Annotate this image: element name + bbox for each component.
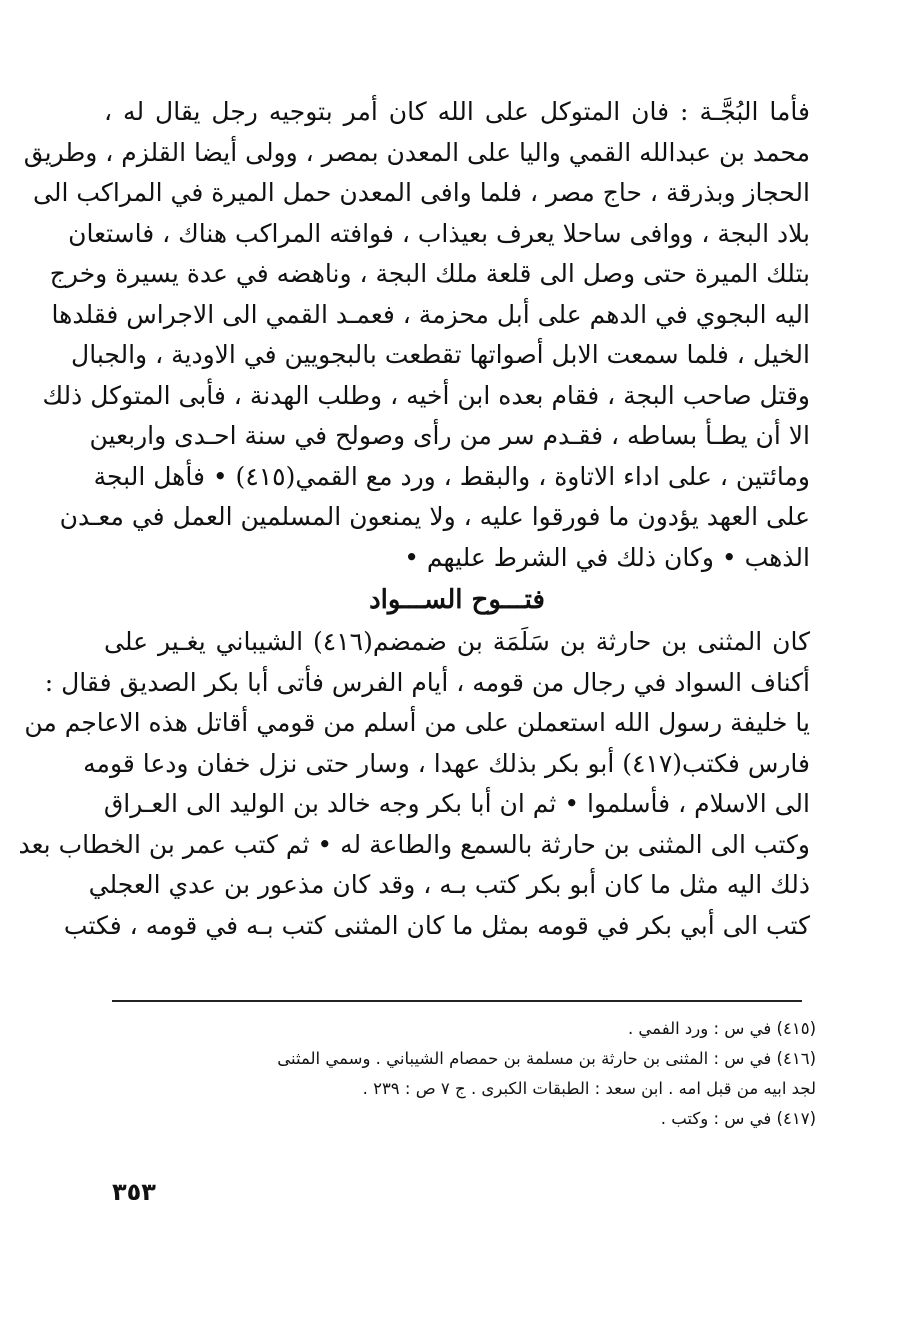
- text-line: وكتب الى المثنى بن حارثة بالسمع والطاعة له • ثم كتب عمر بن الخطاب بعد: [18, 829, 810, 859]
- footnote-417: (٤١٧) في س : وكتب .: [660, 1109, 816, 1128]
- text-line: أكناف السواد في رجال من قومه ، أيام الفرس فأتى أبا بكر الصديق فقال :: [44, 667, 810, 697]
- text-line: ومائتين ، على اداء الاتاوة ، والبقط ، ورد مع القمي(٤١٥) • فأهل البجة: [93, 461, 810, 491]
- text-line: الى الاسلام ، فأسلموا • ثم ان أبا بكر وجه خالد بن الوليد الى العـراق: [103, 789, 810, 818]
- text-line: على العهد يؤدون ما فورقوا عليه ، ولا يمنعون المسلمين العمل في معـدن: [59, 502, 810, 531]
- text-line: بتلك الميرة حتى وصل الى قلعة ملك البجة ، وناهضه في عدة يسيرة وخرج: [49, 259, 810, 288]
- text-line: كتب الى أبي بكر في قومه بمثل ما كان المثنى كتب بـه في قومه ، فكتب: [63, 910, 810, 940]
- text-line: الا أن يطـأ بساطه ، فقـدم سر من رأى وصولح في سنة احـدى واربعين: [89, 421, 810, 450]
- footnote-416: (٤١٦) في س : المثنى بن حارثة بن مسلمة بن حمصام الشيباني . وسمي المثنى: [277, 1049, 816, 1068]
- footnote-416-continued: لجد ابيه من قبل امه . ابن سعد : الطبقات الكبرى . ج ٧ ص : ٢٣٩ .: [362, 1079, 816, 1098]
- text-line: محمد بن عبدالله القمي واليا على المعدن بمصر ، وولى أيضا القلزم ، وطريق: [23, 137, 810, 167]
- text-line: اليه البجوي في الدهم على أبل محزمة ، فعمـد القمي الى الاجراس فقلدها: [51, 299, 810, 329]
- text-line: كان المثنى بن حارثة بن سَلَمَة بن ضمضم(٤١٦) الشيباني يغـير على: [104, 627, 810, 656]
- text-line: فأما البُجَّـة : فان المتوكل على الله كان أمر بتوجيه رجل يقال له ،: [104, 97, 810, 126]
- main-text: [18, 92, 810, 946]
- text-line: يا خليفة رسول الله استعملن على من أسلم من قومي أقاتل هذه الاعاجم من: [24, 708, 810, 737]
- footnote-divider: [112, 1000, 802, 1002]
- text-line: ذلك اليه مثل ما كان أبو بكر كتب بـه ، وقد كان مذعور بن عدي العجلي: [88, 870, 810, 899]
- text-line: وقتل صاحب البجة ، فقام بعده ابن أخيه ، وطلب الهدنة ، فأبى المتوكل ذلك: [42, 380, 810, 410]
- text-line: الخيل ، فلما سمعت الابل أصواتها تقطعت بالبجويين في الاودية ، والجبال: [71, 340, 810, 369]
- text-line: الحجاز وبذرقة ، حاج مصر ، فلما وافى المعدن حمل الميرة في المراكب الى: [33, 178, 810, 207]
- footnote-415: (٤١٥) في س : ورد الفمي .: [627, 1019, 816, 1038]
- page-number: ٣٥٣: [112, 1178, 156, 1206]
- text-line: بلاد البجة ، ووافى ساحلا يعرف بعيذاب ، فوافته المراكب هناك ، فاستعان: [68, 218, 810, 248]
- section-heading: فتـــوح الســـواد: [369, 585, 545, 615]
- text-line: الذهب • وكان ذلك في الشرط عليهم •: [404, 542, 810, 572]
- footnotes: [100, 1014, 816, 1134]
- text-line: فارس فكتب(٤١٧) أبو بكر بذلك عهدا ، وسار حتى نزل خفان ودعا قومه: [83, 748, 810, 778]
